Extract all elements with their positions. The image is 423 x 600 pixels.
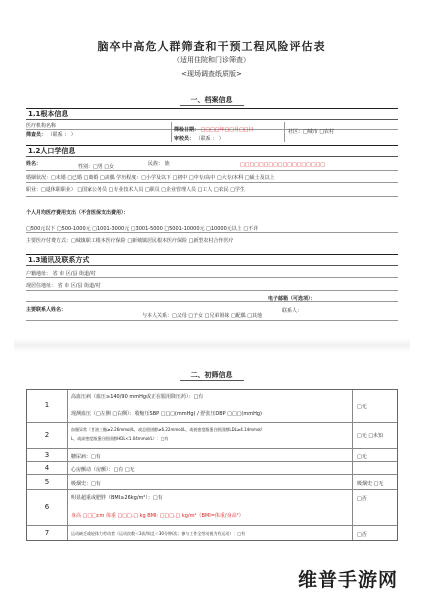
reviewer-field[interactable]: （联系 ： ） <box>195 136 224 142</box>
row-number: 2 <box>44 431 50 439</box>
ethnic-field[interactable]: 民族： 族 <box>148 161 170 167</box>
table-row <box>27 489 397 526</box>
reviewer-label: 审校员： <box>174 136 195 142</box>
document-subtitle: （适用住院和门诊筛查） <box>173 56 250 64</box>
row-rule <box>26 301 398 302</box>
section-band-personal: 1.2人口学信息 <box>26 145 398 157</box>
table-row <box>27 474 397 490</box>
row-marriage-education[interactable]: 婚姻状况：□未婚 □已婚 □离婚 □丧偶 学历程度：□小学及以下 □初中 □中专/高中 □大专/本科 □硕士及以上 <box>26 175 275 181</box>
row-rule <box>26 232 398 233</box>
row-option[interactable]: □无 □未知 <box>357 433 384 439</box>
row-option[interactable]: □无 <box>357 454 367 460</box>
row-line[interactable]: 血脂异常（甘油三酯≥2.26mmol/L，或总胆固醇≥6.22mmol/L，或低密度脂蛋白胆固醇LDL≥4.14mmol/ <box>71 427 262 432</box>
screen-date-label: 筛检日期： <box>174 127 200 133</box>
page-fold-shadow <box>14 338 410 352</box>
row-line[interactable]: 运动缺乏或轻体力劳动者（运动次数＜3次/周且＜30分钟/次；参与工作全劳动视为有运动）：□有 <box>71 531 246 536</box>
row-line[interactable]: 高血压病（血压≥140/90 mmHg或正在服用降压药）：□有 <box>71 394 204 400</box>
idcard-field[interactable]: □□□□□□□□□□□□□□□□□□ <box>240 162 326 168</box>
cell-divider <box>284 122 285 142</box>
reviewer <box>174 135 224 142</box>
document-title: 脑卒中高危人群筛查和干预工程风险评估表 <box>97 40 326 53</box>
row-current-address[interactable]: 现居住地址： 省 市 区/县 街道/村 <box>26 283 101 289</box>
row-number: 1 <box>44 401 50 409</box>
community-choice[interactable]: 社区：□城市 □农村 <box>288 129 335 135</box>
table-row <box>27 448 397 462</box>
document-subtitle-version: <现场调查纸质版> <box>181 70 242 78</box>
row-line[interactable]: 明显超重或肥胖（BMI≥26kg/m²）：□有 <box>71 495 163 501</box>
screening-table <box>26 389 398 541</box>
row-number: 7 <box>44 529 50 537</box>
row-number: 4 <box>44 464 50 472</box>
row-line[interactable]: 心房颤动（房颤）：□有 □无 <box>71 467 135 473</box>
section-title-archive: 一、档案信息 <box>190 96 233 104</box>
row-line[interactable]: 糖尿病：□有 <box>71 454 101 460</box>
row-line[interactable]: 身高 □□□cm 体重 □□□.□ kg BMI: □□□.□ kg/m²（BMI=体重/身高²） <box>71 513 244 519</box>
section-title-underline <box>180 380 244 381</box>
section-band-contact: 1.3通讯及联系方式 <box>26 254 398 266</box>
row-medical-expense: 个人月均医疗费用支出（不含医保支出费用）： <box>26 210 129 216</box>
row-option[interactable]: □否 <box>357 496 367 502</box>
row-rule <box>26 277 398 278</box>
relation-choice[interactable]: 与本人关系：□父母 □子女 □兄弟姐妹 □配偶 □其他 <box>142 313 262 319</box>
table-row <box>27 461 397 475</box>
row-institution: 医疗机构名称 <box>26 123 57 129</box>
row-payment-method[interactable]: 主要医疗付费方式：□城镇职工根本医疗保险 □新城镇居民根本医疗保险 □新型农村合作医疗 <box>26 238 234 244</box>
email-label[interactable]: 电子邮箱（可选项）： <box>268 296 316 302</box>
row-line[interactable]: L，或高密度脂蛋白胆固醇HDL<1.04mmol/L）：□有 <box>71 436 169 441</box>
row-option[interactable]: □否 <box>357 532 367 538</box>
row-rule <box>26 182 398 183</box>
row-rule <box>26 170 398 171</box>
contact-phone[interactable]: 联系人： <box>282 308 303 314</box>
name-label: 姓名： <box>26 161 42 167</box>
watermark-text: 维普手游网 <box>298 569 399 591</box>
row-number: 5 <box>44 478 50 486</box>
row-option[interactable]: 吸烟史 □无 <box>357 481 384 487</box>
table-row <box>27 390 397 422</box>
row-occupation[interactable]: 职业：□退休职职业） □国家公务员 □专业技术人员 □职员 □企业管理人员 □工人 □农民 □学生 <box>26 187 245 193</box>
row-contact-person: 主要联系人姓名： <box>26 307 67 313</box>
screen-date-field[interactable]: □□□□年□□月□□日 <box>200 127 254 133</box>
row-option[interactable]: □无 <box>357 404 367 410</box>
section-title-screening: 二、初筛信息 <box>190 371 233 379</box>
row-rule <box>26 196 398 197</box>
cell-divider <box>171 122 172 142</box>
screener-label: 筛查员： <box>26 132 47 138</box>
section-title-underline <box>180 105 244 106</box>
row-rule <box>26 320 398 321</box>
row-line[interactable]: 吸烟史：□有 <box>71 481 101 487</box>
screen-date <box>174 126 253 133</box>
section-band-basic: 1.1根本信息 <box>26 108 398 120</box>
row-number: 3 <box>44 451 50 459</box>
table-row <box>27 525 397 541</box>
row-rule <box>26 290 398 291</box>
row-line[interactable]: 现测血压（□左侧 □右侧）：收缩压SBP □□□(mmHg) / 舒张压DBP □□□(mmHg) <box>71 411 262 417</box>
table-row <box>27 422 397 449</box>
row-number: 6 <box>44 503 50 511</box>
screener-field[interactable]: （联系 ： ） <box>47 132 76 138</box>
sex-choice[interactable]: 性别：□男 □女 <box>78 164 115 170</box>
row-household-address[interactable]: 户籍地址： 省 市 区/县 街道/村 <box>26 271 96 277</box>
row-expense-choice[interactable]: □500元以下 □500-1000元 □1001-3000元 □3001-5000 □5001-10000元 □10000元以上 □不详 <box>26 226 259 232</box>
